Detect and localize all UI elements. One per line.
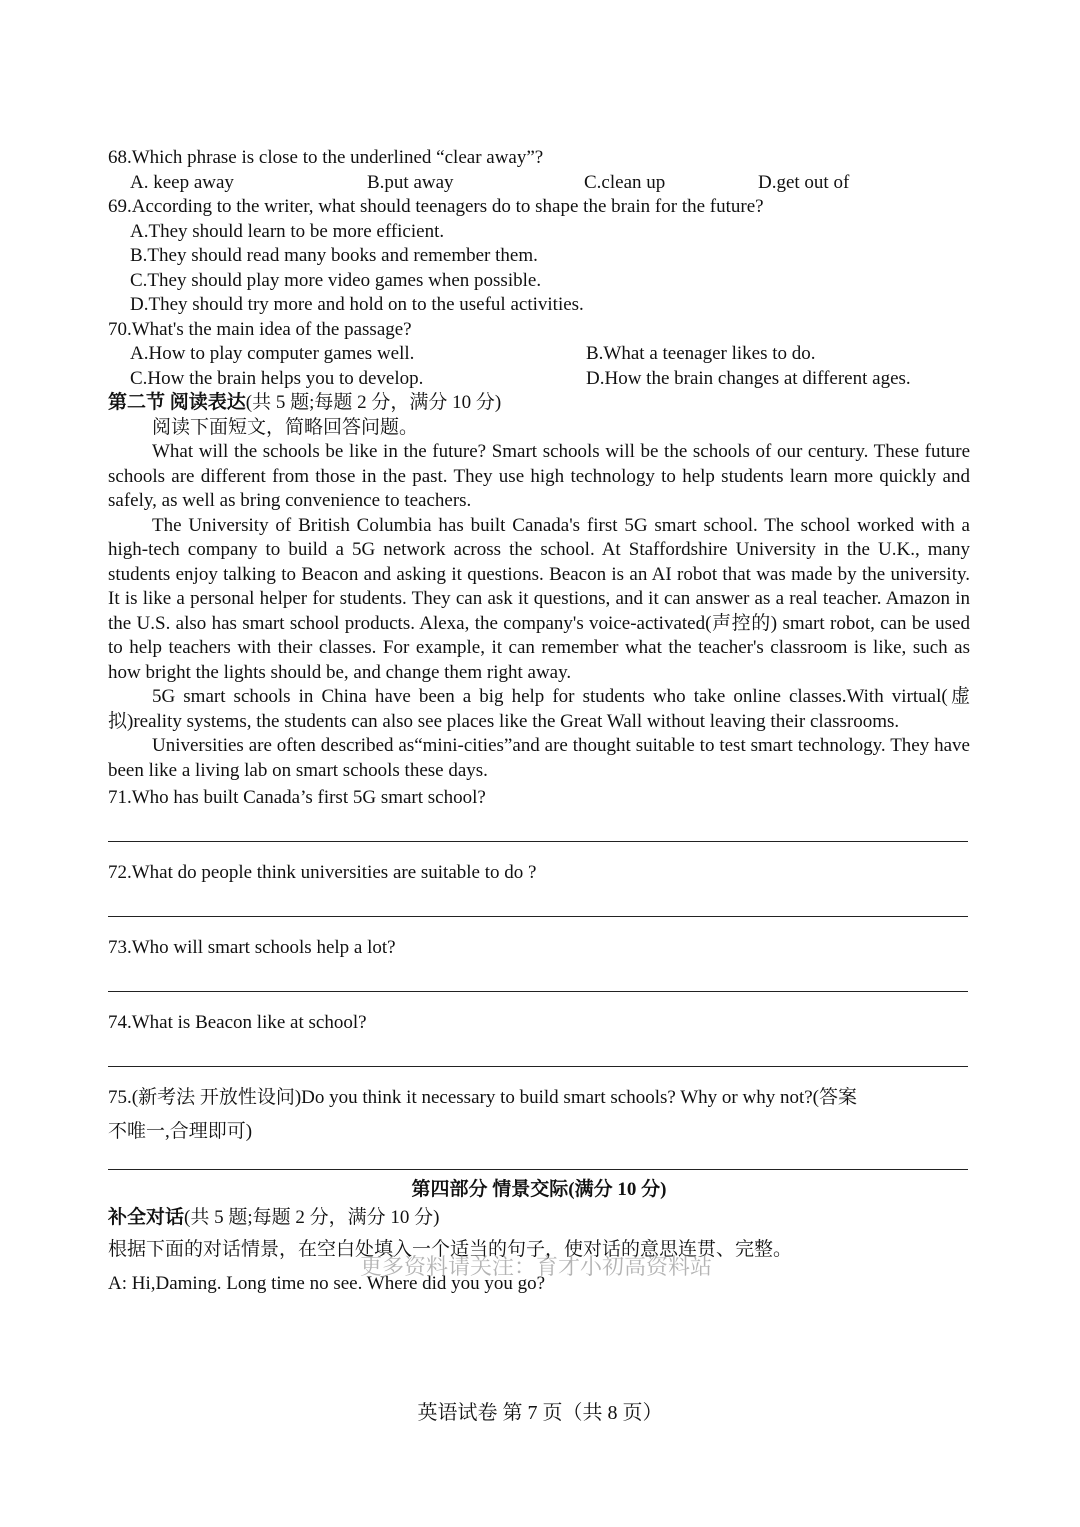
q70-option-a: A.How to play computer games well. xyxy=(130,343,415,364)
answer-line-72[interactable] xyxy=(108,916,968,917)
q69-option-d: D.They should try more and hold on to the useful activities. xyxy=(130,294,584,315)
passage-paragraph-4: Universities are often described as“mini-cities”and are thought suitable to test smart technology. They have been like a living lab on smart schools these days. xyxy=(108,735,970,781)
answer-line-74[interactable] xyxy=(108,1066,968,1067)
q68-options xyxy=(108,171,970,196)
q70-option-b: B.What a teenager likes to do. xyxy=(586,343,816,364)
question-73: 73.Who will smart schools help a lot? xyxy=(108,937,396,958)
page-footer: 英语试卷 第 7 页（共 8 页） xyxy=(417,1402,663,1424)
section2-title xyxy=(108,391,970,416)
watermark-text: 更多资料请关注：育才小初高资料站 xyxy=(360,1255,713,1280)
passage-paragraph-2: The University of British Columbia has built Canada's first 5G smart school. The school worked with a high-tech company to build a 5G network across the school. At Staffordshire University in the U.K., many students enjoy talking to Beacon and asking it questions. Beacon is an AI robot that was made by the university. It is like a personal helper for students. They can ask it questions, and it can answer as a real teacher. Amazon in the U.S. also has smart school products. Alexa, the company's voice-activated(声控的) smart robot, can be used to help teachers with their classes. For example, it can remember what the teacher's classroom is like, such as how bright the lights should be, and change them right away. xyxy=(108,514,970,683)
q70-options-row1 xyxy=(108,342,970,367)
q68-option-d: D.get out of xyxy=(758,171,850,193)
q70-stem: 70.What's the main idea of the passage? xyxy=(108,318,412,340)
q69-stem: 69.According to the writer, what should teenagers do to shape the brain for the future? xyxy=(108,196,764,217)
part4-instruction: 根据下面的对话情景，在空白处填入一个适当的句子，使对话的意思连贯、完整。 xyxy=(108,1239,793,1260)
answer-line-71[interactable] xyxy=(108,841,968,842)
section2-title-rest: (共 5 题;每题 2 分，满分 10 分) xyxy=(245,392,502,413)
q70-option-d: D.How the brain changes at different ages. xyxy=(586,367,911,389)
answer-line-73[interactable] xyxy=(108,991,968,992)
question-72: 72.What do people think universities are suitable to do ? xyxy=(108,862,537,883)
exam-page xyxy=(108,146,970,1297)
q70-option-c: C.How the brain helps you to develop. xyxy=(130,367,424,389)
q68-option-c: C.clean up xyxy=(584,171,666,193)
q68-option-a: A. keep away xyxy=(130,171,234,193)
section2-instruction: 阅读下面短文，简略回答问题。 xyxy=(152,416,419,438)
q68-option-b: B.put away xyxy=(367,171,454,193)
q69-option-c: C.They should play more video games when possible. xyxy=(130,269,542,291)
passage-paragraph-3: 5G smart schools in China have been a big help for students who take online classes.With virtual(虚拟)reality systems, the students can also see places like the Great Wall without leaving their classrooms. xyxy=(108,686,970,732)
part4-subtitle-rest: (共 5 题;每题 2 分，满分 10 分) xyxy=(184,1207,440,1228)
question-75-line1: 75.(新考法 开放性设问)Do you think it necessary to build smart schools? Why or why not?(答案 xyxy=(108,1087,857,1108)
question-71: 71.Who has built Canada’s first 5G smart school? xyxy=(108,787,486,808)
q70-options-row2 xyxy=(108,367,970,392)
dialog-line-a: A: Hi,Daming. Long time no see. Where did you you go? xyxy=(108,1273,546,1294)
part4-subtitle-bold: 补全对话 xyxy=(108,1207,185,1228)
section2-title-bold: 第二节 阅读表达 xyxy=(108,392,246,413)
answer-line-75[interactable] xyxy=(108,1169,968,1170)
q69-option-a: A.They should learn to be more efficient. xyxy=(130,220,445,242)
part4-title: 第四部分 情景交际(满分 10 分) xyxy=(411,1179,667,1200)
question-75-line2: 不唯一,合理即可) xyxy=(108,1121,253,1142)
part4-subtitle xyxy=(108,1206,970,1238)
question-74: 74.What is Beacon like at school? xyxy=(108,1012,367,1033)
q69-option-b: B.They should read many books and remember them. xyxy=(130,245,538,266)
passage-paragraph-1: What will the schools be like in the future? Smart schools will be the schools of our century. These future schools are different from those in the past. They use high technology to help students learn more quickly and safely, as well as bring convenience to teachers. xyxy=(108,441,970,511)
q68-stem: 68.Which phrase is close to the underlined “clear away”? xyxy=(108,147,544,168)
